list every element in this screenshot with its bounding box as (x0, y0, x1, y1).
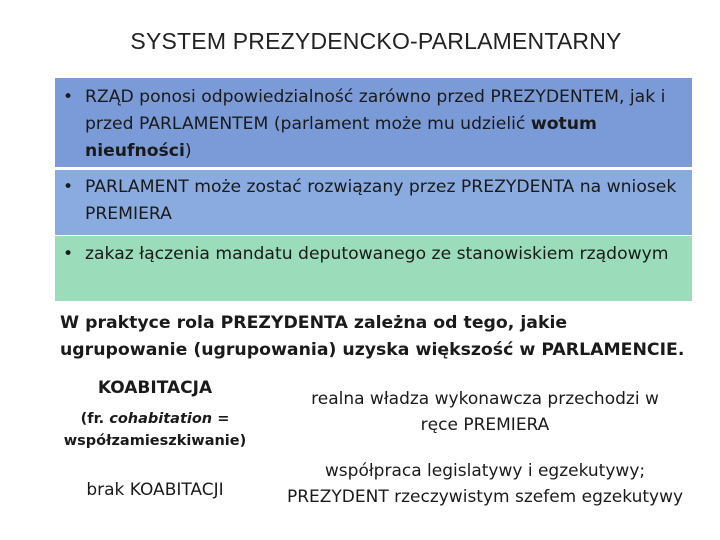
bullet-box-zakaz (55, 236, 692, 301)
koabitacja-description: realna władza wykonawcza przechodzi w ręce PREMIERA (311, 389, 659, 435)
bullet-box-rzad (55, 78, 692, 167)
bullet-box-parlament (55, 170, 692, 235)
practice-line-2: ugrupowanie (ugrupowania) uzyska większość w PARLAMENCIE. (60, 340, 685, 360)
practice-statement (60, 310, 700, 364)
bullet-text-zakaz: zakaz łączenia mandatu deputowanego ze stanowiskiem rządowym (85, 244, 669, 264)
page-title: SYSTEM PREZYDENCKO-PARLAMENTARNY (130, 28, 622, 54)
bullet-text-parlament: PARLAMENT może zostać rozwiązany przez PREZYDENTA na wniosek PREMIERA (85, 177, 677, 224)
bullet-symbol: • (63, 244, 74, 264)
bold-wotum-nieufnosci: wotum nieufności (85, 114, 597, 161)
brak-koabitacji-description: współpraca legislatywy i egzekutywy; PREZYDENT rzeczywistym szefem egzekutywy (286, 461, 684, 507)
brak-koabitacji-label: brak KOABITACJI (86, 480, 224, 500)
bullet-symbol: • (63, 87, 74, 107)
koabitacja-label: KOABITACJA (97, 378, 213, 398)
bullet-symbol: • (63, 177, 74, 197)
bullet-text-rzad: RZĄD ponosi odpowiedzialność zarówno przed PREZYDENTEM, jak i przed PARLAMENTEM (parlament może mu udzielić wotum nieufności) (85, 87, 666, 161)
practice-line-1: W praktyce rola PREZYDENTA zależna od tego, jakie (60, 313, 568, 333)
koabitacja-subtitle: (fr. cohabitation = współzamieszkiwanie) (63, 411, 247, 449)
